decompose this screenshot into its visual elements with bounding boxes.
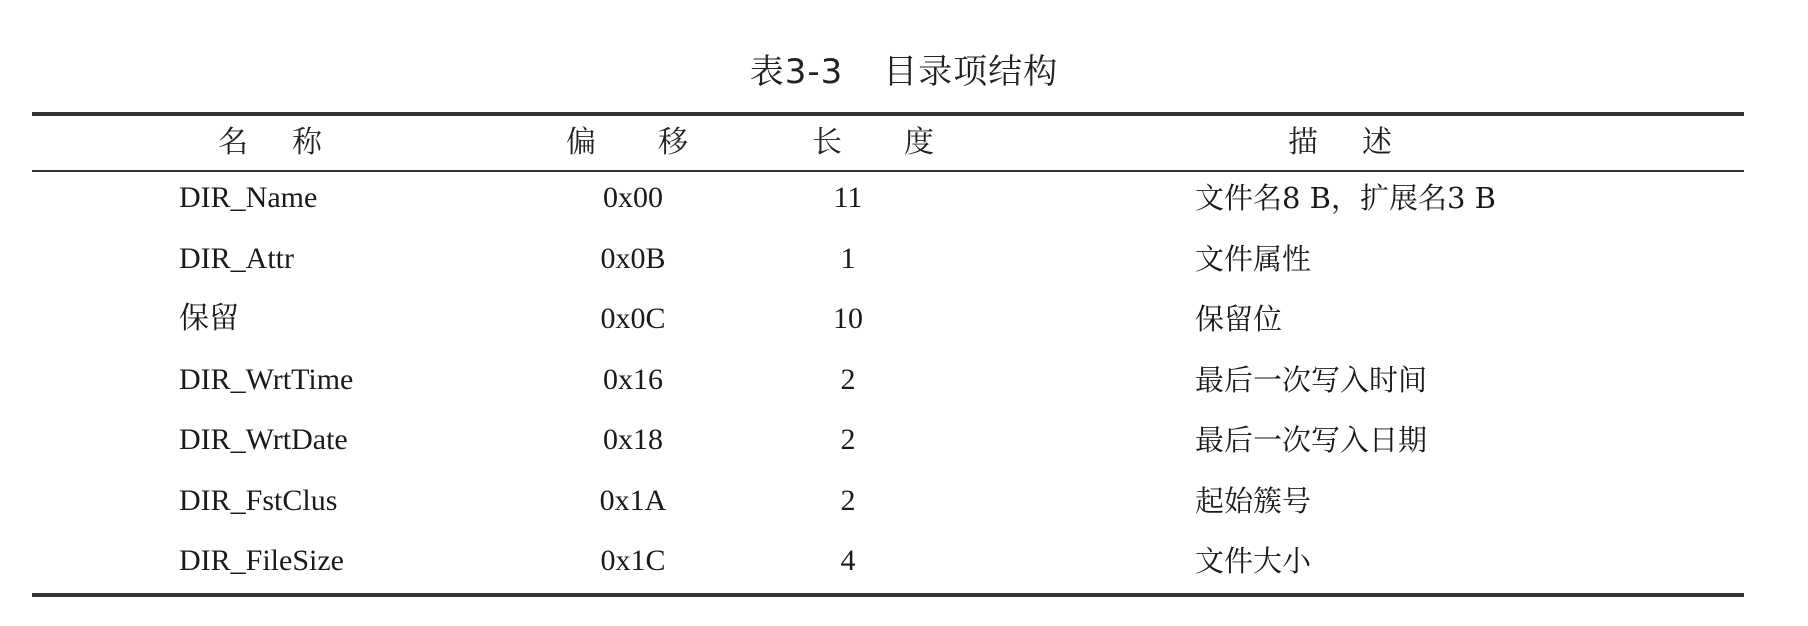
cell-name: DIR_FileSize [179,544,344,577]
table-row [0,172,1808,233]
cell-description: 文件名8 B，扩展名3 B [1195,181,1496,215]
table-body [0,172,1808,596]
table-number: 表3-3 [749,52,844,92]
top-rule [32,112,1744,116]
table-row [0,535,1808,596]
cell-offset: 0x1A [599,483,667,517]
cell-name: DIR_Attr [179,241,294,275]
table-caption [0,44,1808,93]
cell-description: 最后一次写入时间 [1195,362,1428,397]
cell-length: 4 [840,544,856,577]
cell-description: 文件属性 [1195,241,1312,276]
cell-offset: 0x1C [600,544,666,577]
table-row [0,293,1808,354]
cell-offset: 0x0C [600,302,666,335]
table-row [0,414,1808,475]
cell-offset: 0x0B [600,241,666,275]
table-row [0,354,1808,415]
cell-length: 2 [840,362,856,396]
cell-offset: 0x18 [603,423,663,456]
cell-length: 10 [833,302,863,335]
cell-description: 最后一次写入日期 [1195,423,1428,457]
table-header [0,120,1808,166]
cell-description: 保留位 [1195,302,1283,336]
cell-name: DIR_WrtTime [179,362,354,396]
cell-name: DIR_WrtDate [179,423,348,456]
table-title: 目录项结构 [883,52,1059,92]
cell-offset: 0x00 [603,181,663,214]
header-length: 长度 [812,125,996,160]
header-name: 名称 [218,125,366,160]
header-offset: 偏移 [566,125,750,160]
cell-length: 2 [840,483,856,517]
cell-offset: 0x16 [603,362,663,396]
cell-description: 文件大小 [1195,544,1312,578]
cell-length: 1 [840,241,856,275]
cell-name: DIR_Name [179,181,318,214]
header-description: 描述 [1288,125,1436,160]
cell-name: 保留 [179,302,239,335]
bottom-rule [32,593,1744,597]
table-row [0,475,1808,536]
cell-length: 2 [840,423,856,456]
table-row [0,233,1808,294]
cell-length: 11 [833,181,863,214]
cell-description: 起始簇号 [1195,483,1312,518]
cell-name: DIR_FstClus [179,483,338,517]
